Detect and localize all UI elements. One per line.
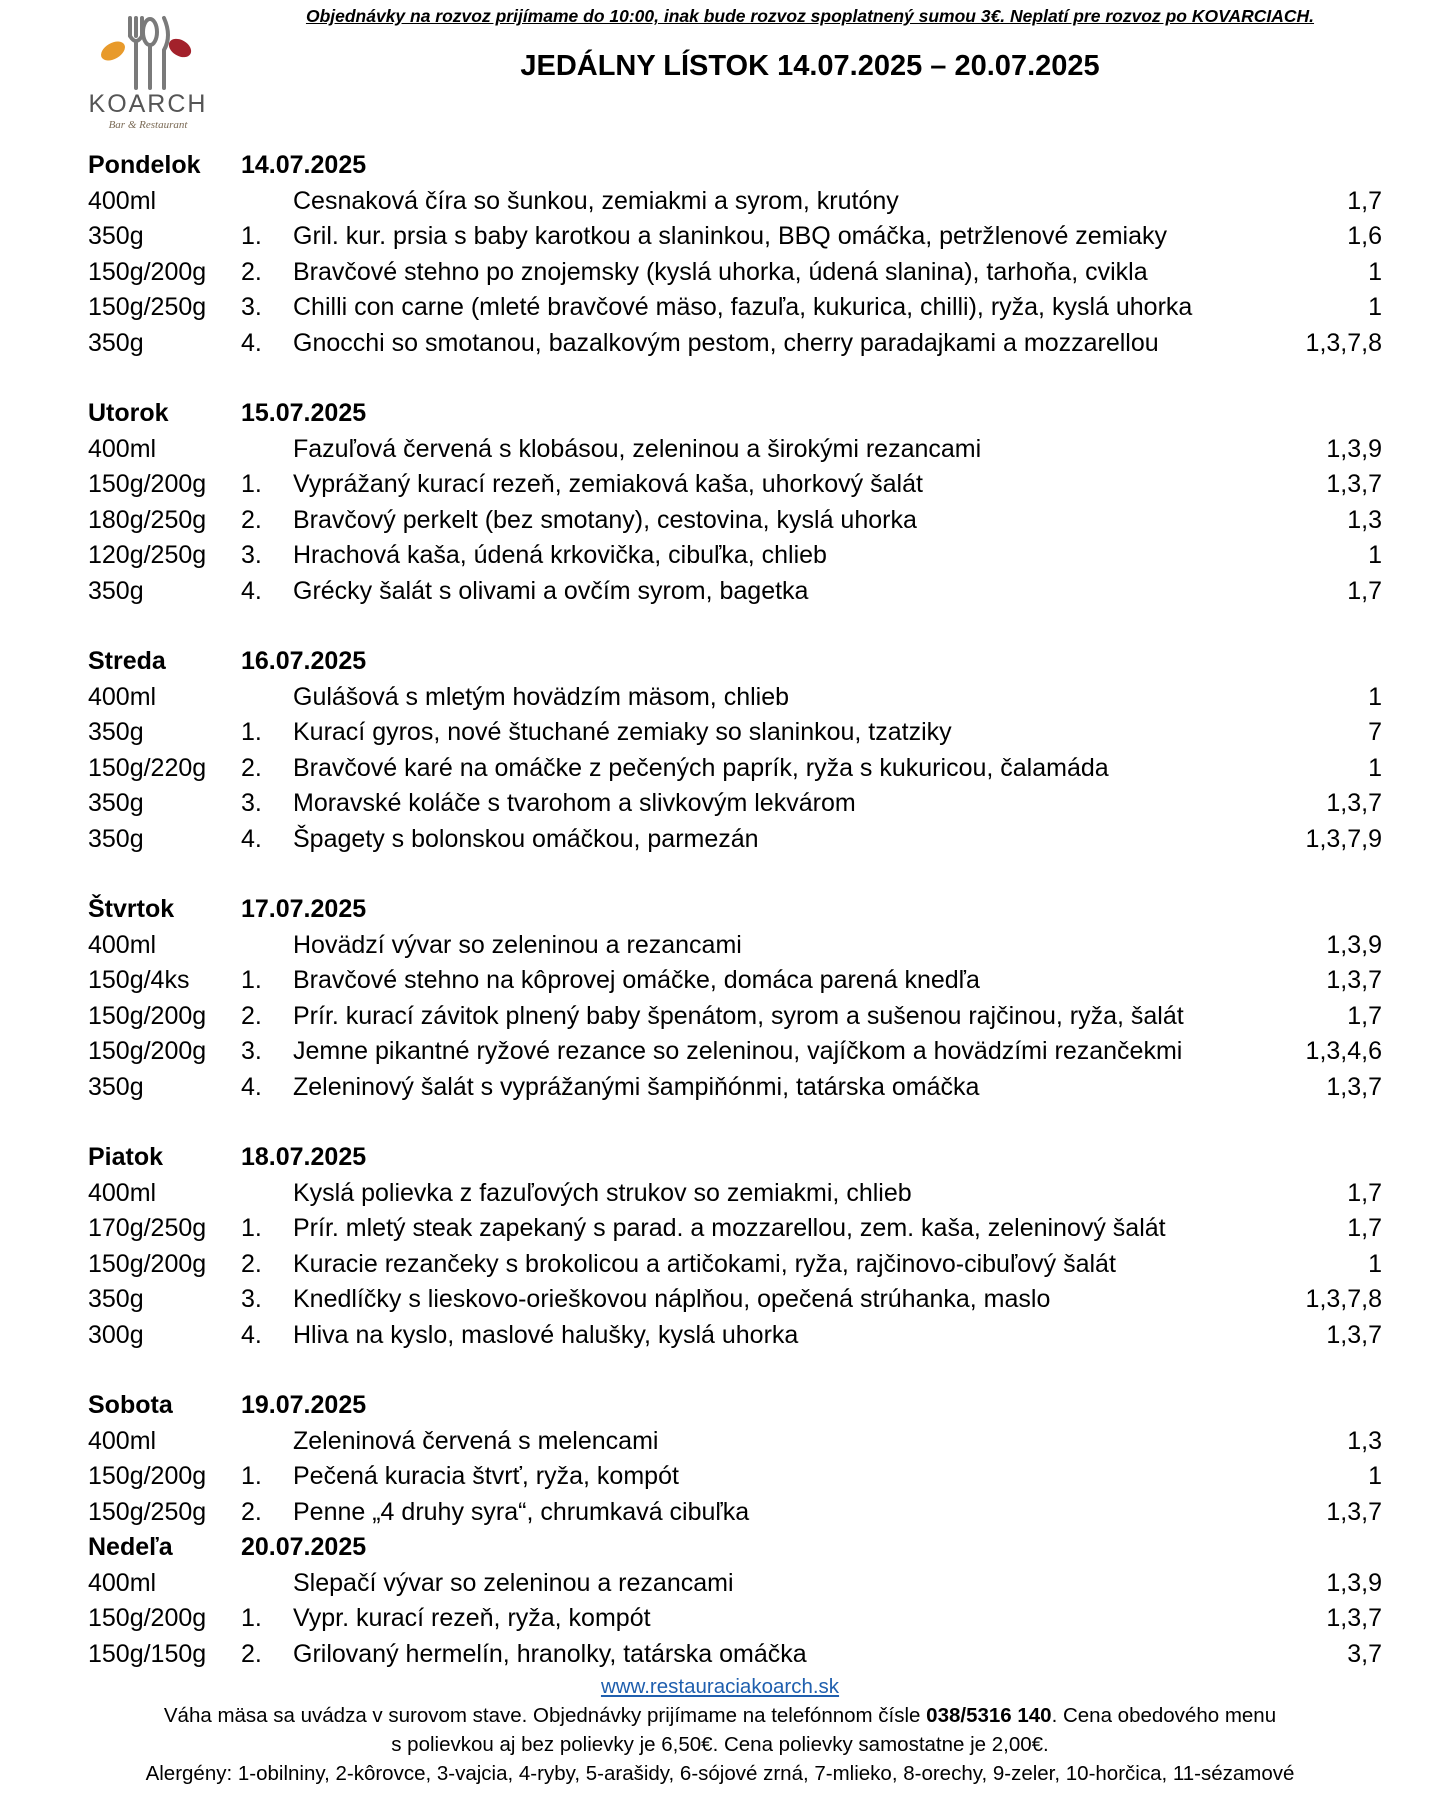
menu-item xyxy=(0,184,1440,220)
item-allergens: 1,6 xyxy=(1347,222,1382,250)
item-dish: Knedlíčky s lieskovo-orieškovou náplňou, opečená strúhanka, maslo xyxy=(293,1285,1051,1313)
item-dish: Moravské koláče s tvarohom a slivkovým lekvárom xyxy=(293,789,856,817)
item-weight: 350g xyxy=(88,789,144,817)
menu-item xyxy=(0,1247,1440,1283)
item-allergens: 1,3,7 xyxy=(1326,470,1382,498)
item-dish: Kurací gyros, nové štuchané zemiaky so slaninkou, tzatziky xyxy=(293,718,952,746)
item-number: 2. xyxy=(241,753,262,782)
item-dish: Špagety s bolonskou omáčkou, parmezán xyxy=(293,824,759,853)
item-weight: 400ml xyxy=(88,1426,157,1455)
menu-item xyxy=(0,1034,1440,1070)
item-dish: Grilovaný hermelín, hranolky, tatárska omáčka xyxy=(293,1639,807,1668)
item-allergens: 1,7 xyxy=(1347,186,1382,215)
item-weight: 150g/200g xyxy=(88,1001,207,1030)
item-dish: Vyprážaný kurací rezeň, zemiaková kaša, uhorkový šalát xyxy=(293,470,923,498)
item-allergens: 1,7 xyxy=(1347,1214,1382,1242)
item-dish: Gulášová s mletým hovädzím mäsom, chlieb xyxy=(293,682,790,711)
menu-item xyxy=(0,1318,1440,1354)
menu-item xyxy=(0,1566,1440,1602)
day-date: 15.07.2025 xyxy=(241,399,367,427)
item-number: 1. xyxy=(241,1214,262,1242)
menu-item xyxy=(0,467,1440,503)
item-allergens: 1,3,7 xyxy=(1326,1604,1382,1632)
item-weight: 150g/200g xyxy=(88,470,207,498)
item-allergens: 1,7 xyxy=(1347,576,1382,605)
menu-item xyxy=(0,1601,1440,1637)
item-dish: Hovädzí vývar so zeleninou a rezancami xyxy=(293,930,742,959)
item-weight: 400ml xyxy=(88,186,157,215)
item-allergens: 1,3,4,6 xyxy=(1305,1037,1382,1065)
menu-item xyxy=(0,751,1440,787)
item-allergens: 1,3,7 xyxy=(1326,1320,1382,1349)
day-date: 19.07.2025 xyxy=(241,1391,367,1419)
menu-item xyxy=(0,538,1440,574)
item-weight: 350g xyxy=(88,576,144,605)
day-name: Nedeľa xyxy=(88,1533,173,1561)
item-dish: Prír. mletý steak zapekaný s parad. a mozzarellou, zem. kaša, zeleninový šalát xyxy=(293,1214,1166,1242)
item-number: 1. xyxy=(241,470,262,498)
day-header xyxy=(0,1140,1440,1176)
item-allergens: 7 xyxy=(1368,718,1382,746)
item-dish: Gnocchi so smotanou, bazalkovým pestom, cherry paradajkami a mozzarellou xyxy=(293,328,1159,357)
item-allergens: 1,3,7,8 xyxy=(1305,328,1382,357)
menu-item xyxy=(0,574,1440,610)
menu-item xyxy=(0,1211,1440,1247)
menu-item xyxy=(0,255,1440,291)
menu-item xyxy=(0,1282,1440,1318)
item-weight: 150g/200g xyxy=(88,1462,207,1490)
day-header xyxy=(0,1388,1440,1424)
menu-item xyxy=(0,1176,1440,1212)
logo-name: KOARCH xyxy=(88,90,208,118)
item-number: 1. xyxy=(241,1462,262,1490)
item-weight: 350g xyxy=(88,1285,144,1313)
item-dish: Gril. kur. prsia s baby karotkou a slaninkou, BBQ omáčka, petržlenové zemiaky xyxy=(293,222,1167,250)
item-number: 2. xyxy=(241,1249,262,1278)
item-allergens: 1 xyxy=(1368,1462,1382,1490)
item-allergens: 1,3,7 xyxy=(1326,1072,1382,1101)
day-section xyxy=(0,1140,1440,1353)
item-allergens: 1,3 xyxy=(1347,505,1382,534)
menu-item xyxy=(0,326,1440,362)
item-weight: 120g/250g xyxy=(88,541,207,569)
item-number: 1. xyxy=(241,966,262,994)
item-allergens: 1 xyxy=(1368,1249,1382,1278)
item-number: 4. xyxy=(241,328,262,357)
item-dish: Penne „4 druhy syra“, chrumkavá cibuľka xyxy=(293,1497,750,1526)
day-header xyxy=(0,1530,1440,1566)
item-allergens: 1,3,7,9 xyxy=(1305,824,1382,853)
item-weight: 150g/200g xyxy=(88,1249,207,1278)
day-name: Piatok xyxy=(88,1143,164,1171)
item-weight: 400ml xyxy=(88,1178,157,1207)
item-dish: Jemne pikantné ryžové rezance so zeleninou, vajíčkom a hovädzími rezančekmi xyxy=(293,1037,1183,1065)
item-weight: 150g/4ks xyxy=(88,966,190,994)
day-name: Sobota xyxy=(88,1391,173,1419)
item-weight: 150g/200g xyxy=(88,257,207,286)
menu-item xyxy=(0,928,1440,964)
item-weight: 170g/250g xyxy=(88,1214,207,1242)
menu-item xyxy=(0,1637,1440,1673)
menu-item xyxy=(0,999,1440,1035)
item-allergens: 1 xyxy=(1368,293,1382,321)
day-section xyxy=(0,1388,1440,1530)
menu-item xyxy=(0,290,1440,326)
day-date: 14.07.2025 xyxy=(241,151,367,179)
item-dish: Prír. kurací závitok plnený baby špenátom, syrom a sušenou rajčinou, ryža, šalát xyxy=(293,1001,1184,1030)
item-allergens: 1,3 xyxy=(1347,1426,1382,1455)
item-number: 4. xyxy=(241,824,262,853)
item-dish: Bravčový perkelt (bez smotany), cestovina, kyslá uhorka xyxy=(293,505,917,534)
item-allergens: 3,7 xyxy=(1347,1639,1382,1668)
day-name: Štvrtok xyxy=(88,895,175,923)
item-dish: Zeleninový šalát s vyprážanými šampiňónmi, tatárska omáčka xyxy=(293,1072,980,1101)
item-dish: Bravčové karé na omáčke z pečených paprík, ryža s kukuricou, čalamáda xyxy=(293,753,1109,782)
item-number: 2. xyxy=(241,505,262,534)
day-name: Pondelok xyxy=(88,151,201,179)
item-weight: 350g xyxy=(88,718,144,746)
item-weight: 350g xyxy=(88,222,144,250)
item-allergens: 1,3,9 xyxy=(1326,434,1382,463)
website-link[interactable]: www.restauraciakoarch.sk xyxy=(600,1675,840,1698)
day-header xyxy=(0,892,1440,928)
item-allergens: 1,3,7 xyxy=(1326,789,1382,817)
item-weight: 300g xyxy=(88,1320,144,1349)
item-dish: Zeleninová červená s melencami xyxy=(293,1426,659,1455)
item-weight: 180g/250g xyxy=(88,505,207,534)
day-date: 17.07.2025 xyxy=(241,895,367,923)
menu-item xyxy=(0,680,1440,716)
item-dish: Slepačí vývar so zeleninou a rezancami xyxy=(293,1568,734,1597)
phone-number[interactable]: 038/5316 140 xyxy=(926,1704,1052,1727)
menu-item xyxy=(0,1070,1440,1106)
menu-item xyxy=(0,1495,1440,1531)
item-allergens: 1,7 xyxy=(1347,1178,1382,1207)
menu-days xyxy=(0,148,1440,1707)
item-dish: Hliva na kyslo, maslové halušky, kyslá uhorka xyxy=(293,1320,799,1349)
day-name: Utorok xyxy=(88,399,169,427)
item-weight: 400ml xyxy=(88,930,157,959)
item-weight: 150g/150g xyxy=(88,1639,207,1668)
restaurant-logo xyxy=(58,6,238,148)
day-section xyxy=(0,396,1440,609)
item-weight: 150g/250g xyxy=(88,293,207,321)
item-weight: 150g/250g xyxy=(88,1497,207,1526)
delivery-notice: Objednávky na rozvoz prijímame do 10:00, inak bude rozvoz spoplatnený sumou 3€. Neplatí pre rozvoz po KOVARCIACH. xyxy=(305,6,1315,26)
menu-item xyxy=(0,786,1440,822)
item-dish: Pečená kuracia štvrť, ryža, kompót xyxy=(293,1462,679,1490)
item-allergens: 1 xyxy=(1368,257,1382,286)
item-number: 1. xyxy=(241,718,262,746)
item-number: 2. xyxy=(241,257,262,286)
item-allergens: 1,7 xyxy=(1347,1001,1382,1030)
order-info: Váha mäsa sa uvádza v surovom stave. Objednávky prijímame na telefónnom čísle 038/5316 140. Cena obedového menu xyxy=(163,1704,1277,1727)
menu-item xyxy=(0,432,1440,468)
price-info: s polievkou aj bez polievky je 6,50€. Cena polievky samostatne je 2,00€. xyxy=(391,1733,1049,1756)
day-header xyxy=(0,644,1440,680)
item-number: 3. xyxy=(241,789,262,817)
item-dish: Kuracie rezančeky s brokolicou a artičokami, ryža, rajčinovo-cibuľový šalát xyxy=(293,1249,1116,1278)
item-allergens: 1,3,7 xyxy=(1326,966,1382,994)
item-number: 3. xyxy=(241,541,262,569)
fork-spoon-knife-leaves-icon xyxy=(58,6,238,96)
item-weight: 400ml xyxy=(88,682,157,711)
item-weight: 350g xyxy=(88,824,144,853)
day-section xyxy=(0,1530,1440,1672)
item-weight: 400ml xyxy=(88,434,157,463)
item-weight: 350g xyxy=(88,1072,144,1101)
item-number: 3. xyxy=(241,1037,262,1065)
item-dish: Cesnaková číra so šunkou, zemiakmi a syrom, krutóny xyxy=(293,186,899,215)
item-allergens: 1 xyxy=(1368,682,1382,711)
item-number: 1. xyxy=(241,222,262,250)
item-number: 4. xyxy=(241,576,262,605)
item-number: 3. xyxy=(241,1285,262,1313)
day-date: 16.07.2025 xyxy=(241,647,367,675)
item-number: 3. xyxy=(241,293,262,321)
item-number: 2. xyxy=(241,1497,262,1526)
item-weight: 350g xyxy=(88,328,144,357)
item-dish: Fazuľová červená s klobásou, zeleninou a širokými rezancami xyxy=(293,434,982,463)
day-date: 20.07.2025 xyxy=(241,1533,367,1561)
day-section xyxy=(0,148,1440,361)
item-number: 4. xyxy=(241,1320,262,1349)
item-weight: 150g/200g xyxy=(88,1604,207,1632)
menu-item xyxy=(0,1424,1440,1460)
item-dish: Chilli con carne (mleté bravčové mäso, fazuľa, kukurica, chilli), ryža, kyslá uhorka xyxy=(293,293,1193,321)
menu-item xyxy=(0,963,1440,999)
item-allergens: 1,3,7 xyxy=(1326,1497,1382,1526)
item-dish: Hrachová kaša, údená krkovička, cibuľka, chlieb xyxy=(293,541,827,569)
page-title: JEDÁLNY LÍSTOK 14.07.2025 – 20.07.2025 xyxy=(520,50,1100,82)
day-header xyxy=(0,148,1440,184)
item-allergens: 1,3,9 xyxy=(1326,1568,1382,1597)
day-date: 18.07.2025 xyxy=(241,1143,367,1171)
item-dish: Vypr. kurací rezeň, ryža, kompót xyxy=(293,1604,651,1632)
item-dish: Kyslá polievka z fazuľových strukov so zemiakmi, chlieb xyxy=(293,1178,912,1207)
item-allergens: 1 xyxy=(1368,541,1382,569)
item-dish: Grécky šalát s olivami a ovčím syrom, bagetka xyxy=(293,576,809,605)
item-dish: Bravčové stehno na kôprovej omáčke, domáca parená knedľa xyxy=(293,966,980,994)
item-number: 1. xyxy=(241,1604,262,1632)
menu-item xyxy=(0,503,1440,539)
menu-item xyxy=(0,219,1440,255)
item-allergens: 1,3,7,8 xyxy=(1305,1285,1382,1313)
item-number: 2. xyxy=(241,1001,262,1030)
day-section xyxy=(0,644,1440,857)
item-weight: 400ml xyxy=(88,1568,157,1597)
logo-subtitle: Bar & Restaurant xyxy=(108,119,188,131)
item-weight: 150g/200g xyxy=(88,1037,207,1065)
day-header xyxy=(0,396,1440,432)
item-allergens: 1,3,9 xyxy=(1326,930,1382,959)
item-number: 4. xyxy=(241,1072,262,1101)
day-section xyxy=(0,892,1440,1105)
item-weight: 150g/220g xyxy=(88,753,207,782)
item-dish: Bravčové stehno po znojemsky (kyslá uhorka, údená slanina), tarhoňa, cvikla xyxy=(293,257,1148,286)
footer xyxy=(60,1672,1380,1788)
menu-item xyxy=(0,715,1440,751)
menu-item xyxy=(0,822,1440,858)
item-allergens: 1 xyxy=(1368,753,1382,782)
allergen-legend: Alergény: 1-obilniny, 2-kôrovce, 3-vajcia, 4-ryby, 5-arašidy, 6-sójové zrná, 7-mlieko, 8-orechy, 9-zeler, 10-horčica, 11-sézamové xyxy=(145,1762,1295,1785)
day-name: Streda xyxy=(88,647,166,675)
menu-item xyxy=(0,1459,1440,1495)
item-number: 2. xyxy=(241,1639,262,1668)
